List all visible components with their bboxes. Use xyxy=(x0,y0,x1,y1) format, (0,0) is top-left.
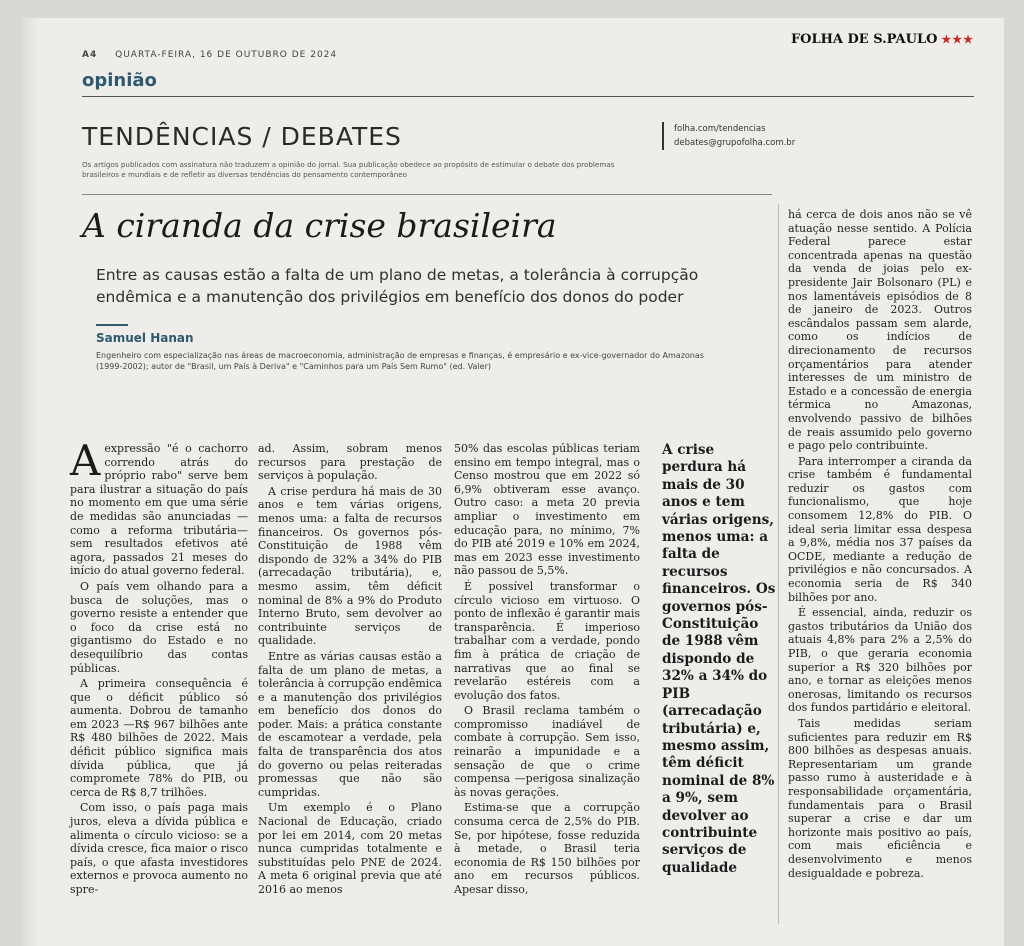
section-title: opinião xyxy=(82,70,157,91)
rubric-rule xyxy=(82,194,772,195)
article-column-1 xyxy=(70,436,248,899)
masthead-title: FOLHA DE S.PAULO xyxy=(790,32,938,47)
newspaper-page xyxy=(18,18,1004,946)
masthead xyxy=(791,32,974,47)
paragraph-text: expressão "é o cachorro correndo atrás do próprio rabo" serve bem para ilustrar a situação do país no momento em que uma série de medidas são anunciadas —como a reforma tributária— sem resultados efetivos até agora, passados 21 meses do início do atual governo federal. xyxy=(70,442,248,578)
issue-date: QUARTA-FEIRA, 16 DE OUTUBRO DE 2024 xyxy=(115,50,338,60)
rubric-disclaimer: Os artigos publicados com assinatura não traduzem a opinião do jornal. Sua publicação obedece ao propósito de estimular o debate dos problemas brasileiros e mundiais e de refletir as diversas tendências do pensamento contemporâneo xyxy=(82,160,615,179)
page-fold-shadow xyxy=(18,18,38,946)
article-paragraph: A primeira consequência é que o déficit público só aumenta. Dobrou de tamanho em 2023 —R$ 967 bilhões ante R$ 480 bilhões de 2022. Mais déficit público significa mais dívida pública, que já compromete 78% do PIB, ou cerca de R$ 8,7 trilhões. xyxy=(70,677,248,799)
rubric-link-email: debates@grupofolha.com.br xyxy=(674,138,796,148)
article-paragraph: Tais medidas seriam suficientes para reduzir em R$ 800 bilhões as despesas anuais. Representariam um grande passo rumo à austeridade e à responsabilidade orçamentária, fundamentais para o Brasil superar a crise e dar um horizonte mais positivo ao país, com mais eficiência e desenvolvimento e menos desigualdade e pobreza. xyxy=(788,716,972,880)
author-bio: Engenheiro com especialização nas áreas de macroeconomia, administração de empresas e finanças, é empresário e ex-vice-governador do Amazonas (1999-2002); autor de "Brasil, um País à Deriva" e "Caminhos para um País Sem Rumo" (ed. Valer) xyxy=(96,351,704,371)
column-divider xyxy=(778,204,779,924)
article-column-5 xyxy=(788,208,972,882)
article-column-2 xyxy=(258,442,442,899)
section-rule xyxy=(82,96,974,97)
author-accent-rule xyxy=(96,324,128,326)
rubric-title: TENDÊNCIAS / DEBATES xyxy=(82,122,402,151)
article-paragraph: É possível transformar o círculo vicioso em virtuoso. O ponto de inflexão é garantir mais transparência. É imperioso trabalhar com a verdade, pondo fim à prática de criação de narrativas que ao final se revelarão estéreis com a evolução dos fatos. xyxy=(454,579,640,702)
masthead-stars: ★★★ xyxy=(941,33,974,46)
article-headline: A ciranda da crise brasileira xyxy=(82,206,557,245)
article-paragraph: ad. Assim, sobram menos recursos para prestação de serviços à população. xyxy=(258,442,442,483)
article-paragraph: O país vem olhando para a busca de soluções, mas o governo resiste a entender que o foco da crise está no gigantismo do Estado e no desequilíbrio das contas públicas. xyxy=(70,579,248,675)
article-paragraph: Um exemplo é o Plano Nacional de Educação, criado por lei em 2014, com 20 metas nunca cumpridas totalmente e substituídas pelo PNE de 2024. A meta 6 original previa que até 2016 ao menos xyxy=(258,801,442,896)
pull-quote: A crise perdura há mais de 30 anos e tem várias origens, menos uma: a falta de recursos financeiros. Os governos pós-Constituição de 1988 vêm dispondo de 32% a 34% do PIB (arrecadação tributária) e, mesmo assim, têm déficit nominal de 8% a 9%, sem devolver ao contribuinte serviços de qualidade xyxy=(662,442,776,876)
article-paragraph: Com isso, o país paga mais juros, eleva a dívida pública e alimenta o círculo vicioso: se a dívida cresce, fica maior o risco país, o que afasta investidores externos e provoca aumento no spre- xyxy=(70,801,248,896)
article-paragraph: há cerca de dois anos não se vê atuação nesse sentido. A Polícia Federal parece estar concentrada apenas na questão da venda de joias pelo ex-presidente Jair Bolsonaro (PL) e nos lamentáveis episódios de 8 de janeiro de 2023. Outros escândalos passam sem alarde, como os indícios de direcionamento de recursos orçamentários para atender interesses de um ministro de Estado e a concessão de energia térmica no Amazonas, envolvendo passivo de bilhões de reais assumido pelo governo e pago pelo contribuinte. xyxy=(788,208,972,453)
author-name: Samuel Hanan xyxy=(96,331,194,345)
rubric-links xyxy=(662,122,795,150)
article-paragraph: É essencial, ainda, reduzir os gastos tributários da União dos atuais 4,8% para 2% a 2,5% do PIB, o que geraria economia superior a R$ 320 bilhões por ano, e tornar as eleições menos onerosas, limitando os recursos dos fundos partidário e eleitoral. xyxy=(788,606,972,715)
article-paragraph: O Brasil reclama também o compromisso inadiável de combate à corrupção. Sem isso, reinarão a impunidade e a sensação de que o crime compensa —perigosa sinalização às novas gerações. xyxy=(454,704,640,799)
article-paragraph: Estima-se que a corrupção consuma cerca de 2,5% do PIB. Se, por hipótese, fosse reduzida à metade, o Brasil teria economia de R$ 150 bilhões por ano em recursos públicos. Apesar disso, xyxy=(454,801,640,896)
article-column-3 xyxy=(454,442,640,899)
rubric-link-url: folha.com/tendencias xyxy=(674,124,766,134)
article-paragraph: Entre as várias causas estão a falta de um plano de metas, a tolerância à corrupção endêmica e a manutenção dos privilégios em benefício dos donos do poder. Mais: a prática constante de escamotear a verdade, pela falta de transparência dos atos do governo ou pelas reiteradas promessas que não são cumpridas. xyxy=(258,649,442,799)
article-deck: Entre as causas estão a falta de um plano de metas, a tolerância à corrupção endêmica e a manutenção dos privilégios em benefício dos donos do poder xyxy=(96,266,699,306)
drop-cap: A xyxy=(70,436,101,485)
article-paragraph: 50% das escolas públicas teriam ensino em tempo integral, mas o Censo mostrou que em 2022 só 6,9% obtiveram esse avanço. Outro caso: a meta 20 previa ampliar o investimento em educação para, no mínimo, 7% do PIB até 2019 e 10% em 2024, mas em 2023 esse investimento não passou de 5,5%. xyxy=(454,442,640,578)
page-number: A4 xyxy=(82,50,98,60)
article-paragraph xyxy=(70,436,248,578)
article-paragraph: Para interromper a ciranda da crise também é fundamental reduzir os gastos com funcionalismo, que hoje consomem 12,8% do PIB. O ideal seria limitar essa despesa a 9,8%, média nos 37 países da OCDE, mediante a redução de privilégios e não concursados. A economia seria de R$ 340 bilhões por ano. xyxy=(788,454,972,604)
article-paragraph: A crise perdura há mais de 30 anos e tem várias origens, menos uma: a falta de recursos financeiros. Os governos pós-Constituição de 1988 vêm dispondo de 32% a 34% do PIB (arrecadação tributária), e, mesmo assim, têm déficit nominal de 8% a 9% do Produto Interno Bruto, sem devolver ao contribuinte serviços de qualidade. xyxy=(258,484,442,648)
page-header xyxy=(82,50,964,64)
